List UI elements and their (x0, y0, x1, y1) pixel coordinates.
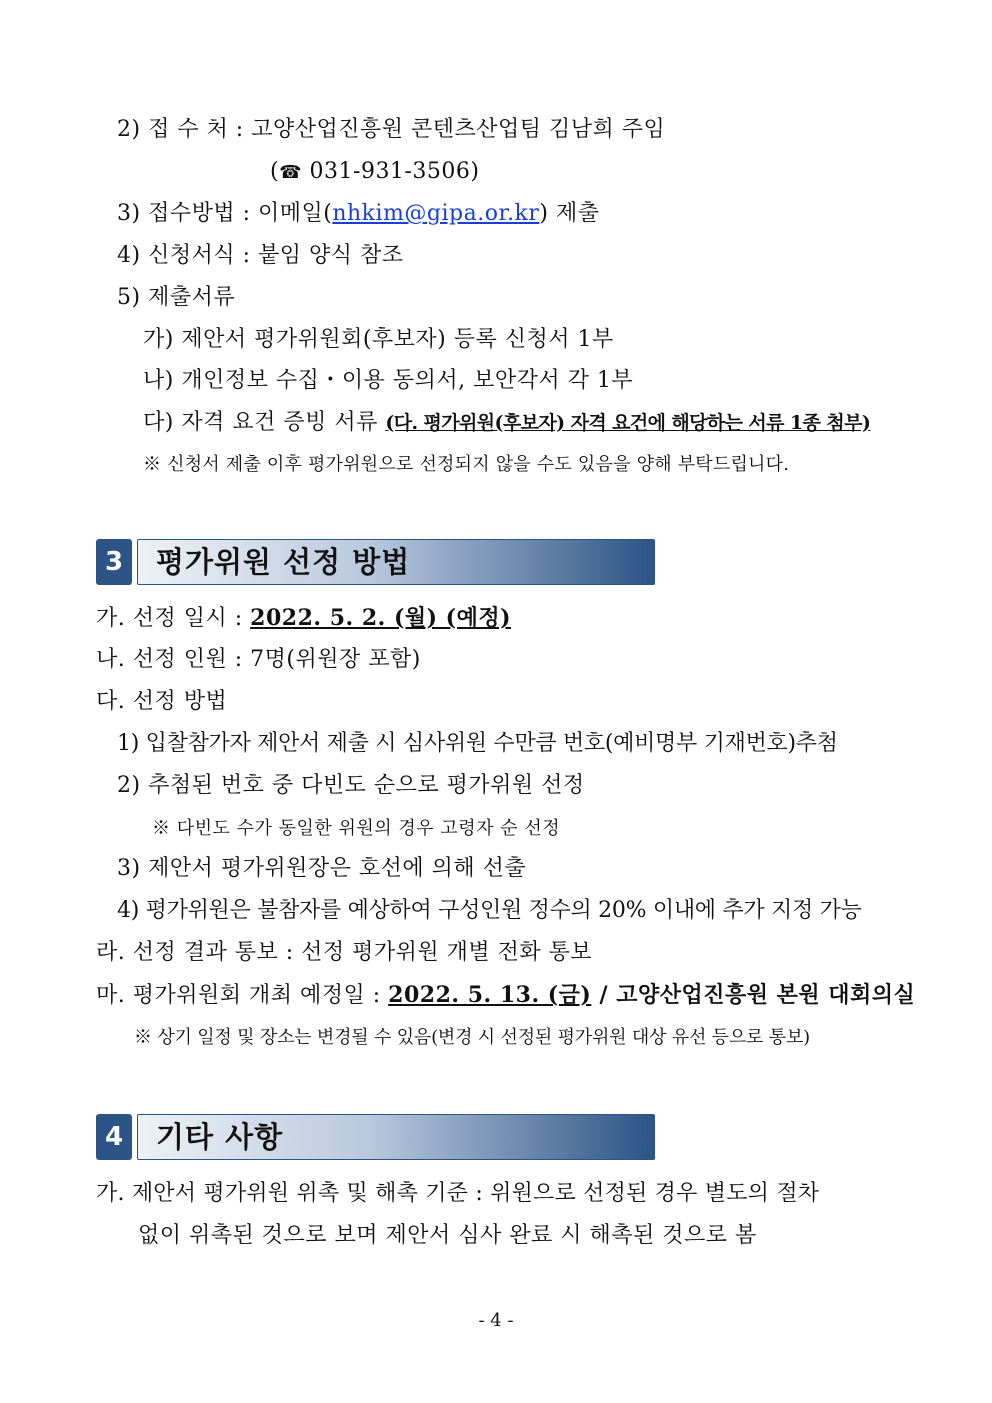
email-link[interactable]: nhkim@gipa.or.kr (332, 201, 540, 226)
intake-method-label: 3) 접수방법 : (117, 201, 251, 226)
s3-item-c: 다. 선정 방법 (96, 689, 228, 714)
intake-phone-line (270, 157, 479, 188)
s3-item-c2: 2) 추첨된 번호 중 다빈도 순으로 평가위원 선정 (117, 773, 585, 798)
intake-phone: 031-931-3506) (309, 159, 480, 184)
doc-item-a: 가) 제안서 평가위원회(후보자) 등록 신청서 1부 (143, 327, 614, 352)
s4-item-a-line2: 없이 위촉된 것으로 보며 제안서 심사 완료 시 해촉된 것으로 봄 (138, 1223, 757, 1248)
s3-item-b: 나. 선정 인원 : 7명(위원장 포함) (96, 647, 421, 672)
doc-item-b: 나) 개인정보 수집・이용 동의서, 보안각서 각 1부 (143, 368, 634, 393)
doc-item-c-text: 다) 자격 요건 증빙 서류 (143, 410, 378, 435)
intake-form-line (117, 241, 404, 271)
intake-office-line (117, 115, 665, 145)
intake-form-label: 4) 신청서식 : (117, 243, 251, 268)
s3-item-e-label: 마. 평가위원회 개최 예정일 : (96, 983, 381, 1008)
doc-item-c (143, 408, 870, 438)
intake-note: ※ 신청서 제출 이후 평가위원으로 선정되지 않을 수도 있음을 양해 부탁드립니다. (143, 454, 790, 475)
section-3-number: 3 (96, 539, 132, 585)
intake-office-label: 2) 접 수 처 : (117, 117, 244, 142)
telephone-icon: ☎ (279, 162, 303, 183)
section-4-title: 기타 사항 (137, 1114, 655, 1160)
intake-method-line (117, 199, 600, 229)
s3-item-c4: 4) 평가위원은 불참자를 예상하여 구성인원 정수의 20% 이내에 추가 지정 가능 (117, 898, 862, 923)
doc-item-c-bold: (다. 평가위원(후보자) 자격 요건에 해당하는 서류 1종 첨부) (385, 412, 871, 434)
s3-item-c1: 1) 입찰참가자 제안서 제출 시 심사위원 수만큼 번호(예비명부 기재번호)추첨 (117, 731, 838, 756)
s3-item-e (96, 980, 915, 1011)
s3-item-a-label: 가. 선정 일시 : (96, 606, 243, 631)
intake-office-value: 고양산업진흥원 콘텐츠산업팀 김남희 주임 (251, 117, 666, 142)
intake-form-value: 붙임 양식 참조 (258, 243, 404, 268)
phone-prefix: ( (270, 159, 280, 184)
s3-item-e-note: ※ 상기 일정 및 장소는 변경될 수 있음(변경 시 선정된 평가위원 대상 유선 등으로 통보) (134, 1027, 810, 1048)
s3-item-c2-note: ※ 다빈도 수가 동일한 위원의 경우 고령자 순 선정 (152, 818, 561, 839)
intake-method-post: ) 제출 (539, 201, 600, 226)
intake-method-pre: 이메일( (258, 201, 333, 226)
s3-item-a-date: 2022. 5. 2. (월) (예정) (250, 605, 512, 631)
s4-item-a-line1: 가. 제안서 평가위원 위촉 및 해촉 기준 : 위원으로 선정된 경우 별도의 절차 (96, 1181, 820, 1206)
s3-item-d: 라. 선정 결과 통보 : 선정 평가위원 개별 전화 통보 (96, 940, 593, 965)
page-number: - 4 - (478, 1310, 514, 1331)
s3-item-a (96, 603, 511, 634)
s3-item-c3: 3) 제안서 평가위원장은 호선에 의해 선출 (117, 856, 527, 881)
section-4-number: 4 (96, 1114, 132, 1160)
section-3-title: 평가위원 선정 방법 (137, 539, 655, 585)
intake-docs-label: 5) 제출서류 (117, 285, 236, 310)
s3-item-e-place: / 고양산업진흥원 본원 대회의실 (591, 982, 916, 1008)
s3-item-e-date: 2022. 5. 13. (금) (388, 982, 592, 1008)
